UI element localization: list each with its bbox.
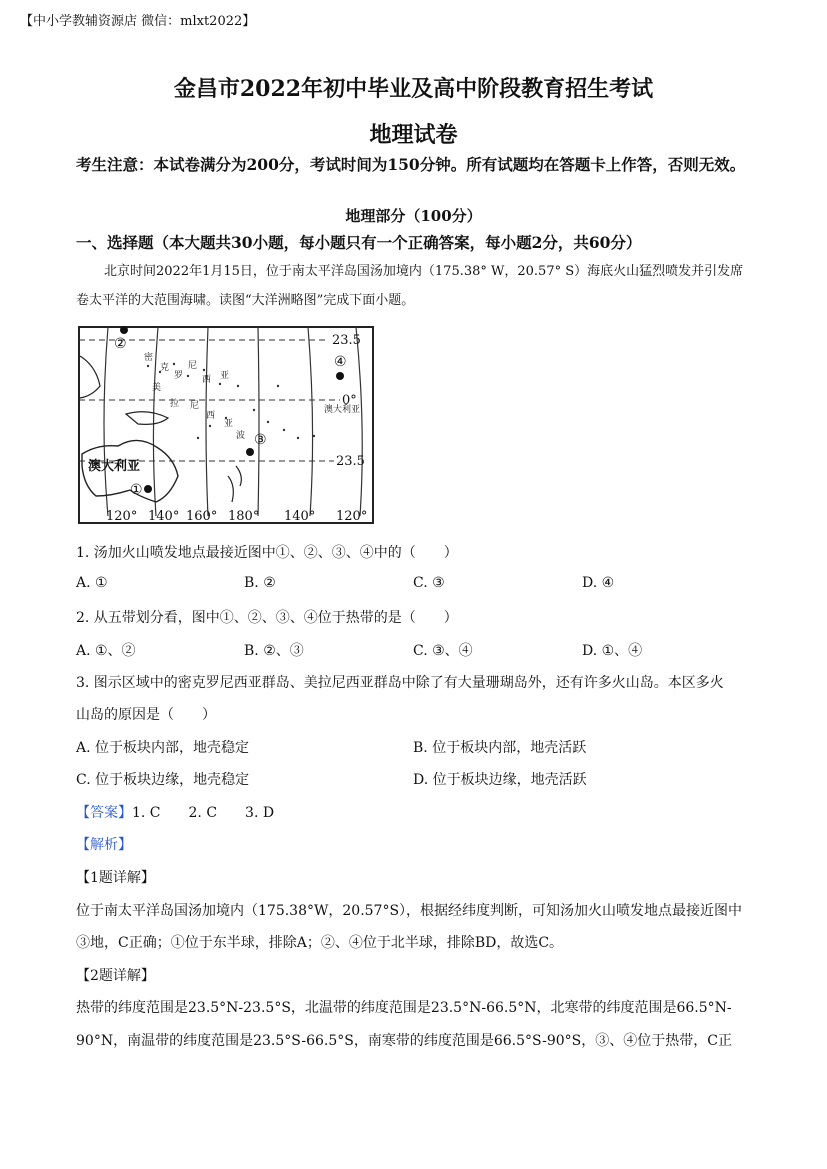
oceania-map [78,326,374,524]
lon-label: 140° [284,509,316,524]
detail-1-line1: 位于南太平洋岛国汤加境内（175.38°W，20.57°S），根据经纬度判断，可知汤加火山喷发地点最接近图中 [76,903,743,919]
q2-option-b[interactable]: B. ②、③ [244,643,304,659]
answer-values: 1. C 2. C 3. D [132,805,275,821]
lat-label-south: 23.5 [336,454,365,469]
lon-label: 140° [148,509,180,524]
australia-label: 澳大利亚 [88,459,141,474]
detail-1-label: 【1题详解】 [76,870,155,886]
question-3-stem-line2: 山岛的原因是（ ） [76,707,216,723]
marker-4: ④ [334,354,347,370]
q1-option-d[interactable]: D. ④ [582,575,615,591]
q2-option-d[interactable]: D. ①、④ [582,643,643,659]
q2-option-c[interactable]: C. ③、④ [413,643,473,659]
lat-label-equator: 0° [342,393,357,408]
lon-label: 120° [106,509,138,524]
part-heading: 一、选择题（本大题共30小题，每小题只有一个正确答案，每小题2分，共60分） [76,233,642,252]
place-label: 波 [236,431,246,441]
intro-paragraph: 北京时间2022年1月15日，位于南太平洋岛国汤加境内（175.38° W，20.57° S）海底火山猛烈喷发并引发席卷太平洋的大范围海啸。读图“大洋洲略图”完成下面小题。 [76,264,744,308]
q2-option-a[interactable]: A. ①、② [76,643,136,659]
place-label: 罗 [174,371,184,381]
place-label: 亚 [220,371,230,381]
place-label: 密 [144,353,154,363]
q1-option-a[interactable]: A. ① [76,575,108,591]
header-note: 【中小学教辅资源店 微信：mlxt2022】 [20,14,256,29]
lat-label-north: 23.5 [332,333,361,348]
detail-2-line2: 90°N，南温带的纬度范围是23.5°S-66.5°S，南寒带的纬度范围是66.5°S-90°S，③、④位于热带，C正 [76,1033,732,1049]
place-label: 西 [206,411,216,421]
marker-2: ② [114,336,127,352]
exam-notice: 考生注意：本试卷满分为200分，考试时间为150分钟。所有试题均在答题卡上作答，否则无效。 [76,155,746,174]
page-subtitle: 地理试卷 [369,122,458,148]
q3-option-a[interactable]: A. 位于板块内部，地壳稳定 [76,740,250,756]
page-title: 金昌市2022年初中毕业及高中阶段教育招生考试 [173,76,654,102]
question-2-stem: 2. 从五带划分看，图中①、②、③、④位于热带的是（ ） [76,610,458,626]
lon-label: 160° [186,509,218,524]
detail-2-label: 【2题详解】 [76,968,155,984]
lon-label: 180° [228,509,260,524]
place-label: 克 [160,363,170,373]
q3-option-d[interactable]: D. 位于板块边缘，地壳活跃 [413,772,587,788]
place-label: 尼 [188,361,198,371]
place-label: 尼 [190,401,200,411]
answer-label: 【答案】 [76,805,132,821]
question-3-stem-line1: 3. 图示区域中的密克罗尼西亚群岛、美拉尼西亚群岛中除了有大量珊瑚岛外，还有许多火山岛。本区多火 [76,675,724,691]
q1-option-c[interactable]: C. ③ [413,575,445,591]
q3-option-c[interactable]: C. 位于板块边缘，地壳稳定 [76,772,250,788]
place-label: 澳大利亚 [324,405,361,415]
detail-2-line1: 热带的纬度范围是23.5°N-23.5°S，北温带的纬度范围是23.5°N-66.5°N，北寒带的纬度范围是66.5°N- [76,1000,732,1016]
place-label: 亚 [224,419,234,429]
lon-label: 120° [336,509,368,524]
marker-3: ③ [254,432,267,448]
question-1-stem: 1. 汤加火山喷发地点最接近图中①、②、③、④中的（ ） [76,545,458,561]
place-label: 拉 [170,399,180,409]
place-label: 西 [202,375,212,385]
detail-1-line2: ③地，C正确；①位于东半球，排除A；②、④位于北半球，排除BD，故选C。 [76,935,564,951]
place-label: 美 [152,383,162,393]
section-heading: 地理部分（100分） [345,207,482,225]
answer-block [76,802,274,822]
analysis-label: 【解析】 [76,837,132,853]
marker-1: ① [130,482,143,498]
q1-option-b[interactable]: B. ② [244,575,276,591]
q3-option-b[interactable]: B. 位于板块内部，地壳活跃 [413,740,587,756]
